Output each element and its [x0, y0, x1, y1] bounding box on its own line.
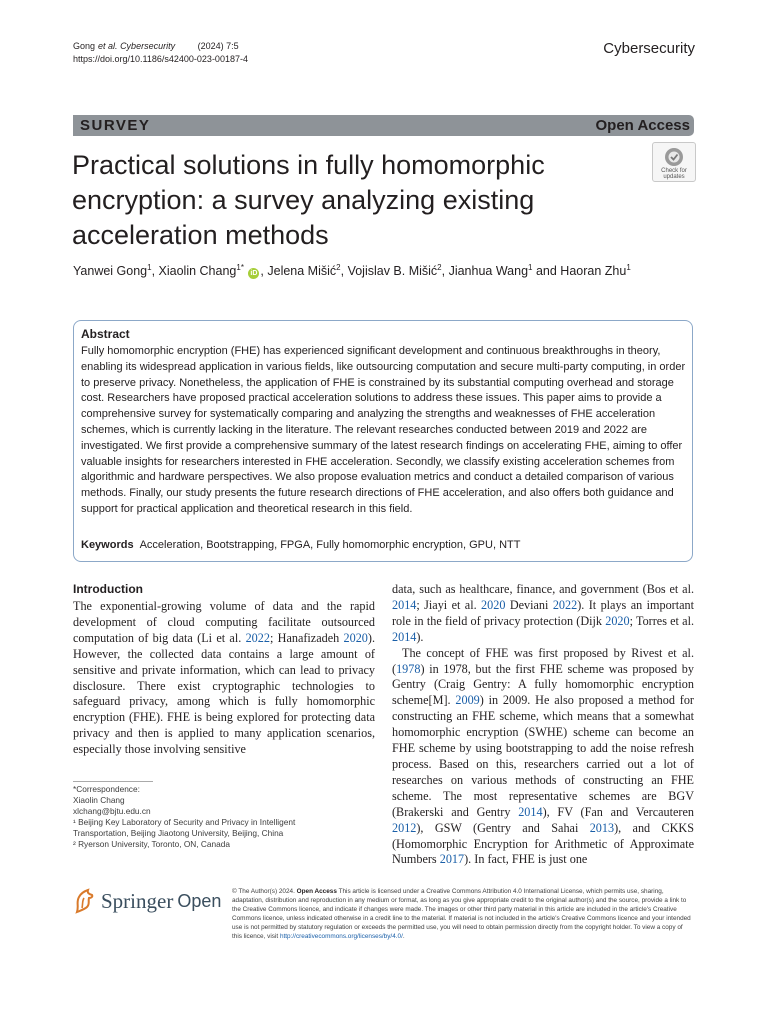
author-separator: , — [441, 264, 449, 279]
license-text — [232, 887, 694, 942]
abstract-heading: Abstract — [81, 327, 130, 341]
check-for-updates-button[interactable] — [652, 142, 696, 182]
body-text: data, such as healthcare, finance, and government (Bos et al. — [392, 582, 694, 596]
citation-link[interactable]: 2013 — [589, 820, 615, 835]
affiliation-2: ² Ryerson University, Toronto, ON, Canada — [73, 839, 230, 849]
author-affiliation: 1* — [236, 263, 244, 272]
check-updates-icon — [663, 146, 685, 168]
citation-etal: et al. — [98, 41, 118, 51]
body-text: ), GSW (Gentry and Sahai — [416, 820, 590, 835]
keywords — [81, 538, 520, 553]
publisher-suffix: Open — [177, 890, 222, 911]
citation-link[interactable]: 2014 — [392, 629, 417, 644]
publisher-name: Springer — [101, 888, 174, 913]
author-affiliation: 2 — [437, 263, 442, 272]
intro-paragraph-left — [73, 599, 375, 758]
author-name: Jelena Mišić — [267, 264, 337, 279]
keywords-label: Keywords — [81, 539, 134, 551]
intro-paragraph — [392, 646, 694, 869]
body-text: ). However, the collected data contains a large amount of sensitive and private information, which can lead to privacy disclosure. There exist cryptographic technologies to safeguard privacy, among which is fully homomorphic encryption (FHE). FHE is being explored for protecting data privacy and then is applied to many application scenarios, especially those involving sensitive — [73, 630, 375, 757]
citation-link[interactable]: 1978 — [396, 661, 421, 676]
check-updates-line1: Check for — [661, 168, 687, 174]
citation-link[interactable]: 2020 — [343, 630, 368, 645]
citation-link[interactable]: 2022 — [245, 630, 270, 645]
journal-name: Cybersecurity — [603, 40, 695, 57]
citation-journal: Cybersecurity — [120, 41, 176, 51]
body-text: ). In fact, FHE is just one — [464, 852, 588, 867]
citation-header — [73, 40, 248, 66]
citation-link[interactable]: 2017 — [439, 852, 465, 867]
citation-year: (2024) 7:5 — [197, 41, 239, 51]
correspondence-label: *Correspondence: — [73, 784, 140, 794]
article-title: Practical solutions in fully homomorphic encryption: a survey analyzing existing acceleration methods — [72, 150, 545, 250]
keywords-list: Acceleration, Bootstrapping, FPGA, Fully homomorphic encryption, GPU, NTT — [139, 539, 521, 551]
copyright: © The Author(s) 2024. — [232, 888, 295, 895]
author-affiliation: 2 — [336, 263, 341, 272]
body-text: ), and CKKS (Homomorphic Encryption for Arithmetic of Approximate Numbers — [392, 820, 695, 867]
footnote-divider — [73, 781, 153, 782]
affiliation-1-line1: ¹ Beijing Key Laboratory of Security and Privacy in Intelligent — [73, 817, 296, 827]
author-name: Yanwei Gong — [73, 264, 148, 279]
abstract-text: Fully homomorphic encryption (FHE) has experienced significant development and continuous breakthroughs in theory, enabling its widespread application in various fields, like outsourcing computation and secure multi-party computing, in order to preserve privacy. Nonetheless, the application of FHE is constrained by its substantial computing overhead and storage cost. Researchers have proposed practical acceleration solutions to address these issues. This paper aims to provide a comprehensive survey for systematically comparing and analyzing the strengths and weaknesses of FHE acceleration schemes, which is currently lacking in the literature. The relevant researches conducted between 2019 and 2022 are investigated. We first provide a comprehensive summary of the latest research findings on accelerating FHE, aiming to offer valuable insights for researchers interested in FHE acceleration. Secondly, we classify existing acceleration schemes from algorithmic and hardware perspectives. We also propose evaluation metrics and conduct a detailed comparison of various methods. Finally, our study presents the future research directions of FHE acceleration, and also offers both guidance and support for practical application and theoretical research in this field. — [81, 345, 686, 515]
body-text: ) in 1978, but the first FHE scheme was proposed by Gentry (Craig Gentry: A fully homomorphic encryption scheme[M]. — [392, 661, 694, 708]
author-list — [73, 263, 631, 279]
author-affiliation: 1 — [528, 263, 533, 272]
license-open-access: Open Access — [296, 888, 337, 895]
doi-link[interactable]: https://doi.org/10.1186/s42400-023-00187-4 — [73, 54, 248, 64]
author-affiliation: 1 — [626, 263, 631, 272]
license-url-link[interactable]: http://creativecommons.org/licenses/by/4.0/ — [279, 933, 403, 941]
author-name: Xiaolin Chang — [158, 264, 237, 279]
body-text: The concept of FHE was first proposed by Rivest et al. ( — [392, 645, 694, 676]
citation-link[interactable]: 2012 — [392, 820, 417, 835]
citation-link[interactable]: 2022 — [552, 597, 578, 612]
article-type: SURVEY — [80, 117, 151, 134]
affiliation-1-line2: Transportation, Beijing Jiaotong University, Beijing, China — [73, 828, 284, 838]
body-text: ; Jiayi et al. — [416, 597, 482, 612]
footnotes — [73, 784, 373, 850]
citation-link[interactable]: 2014 — [392, 597, 417, 612]
citation-link[interactable]: 2020 — [605, 613, 630, 628]
intro-column-right — [392, 582, 694, 868]
body-text: Deviani — [505, 597, 553, 612]
author-separator: , — [260, 264, 268, 279]
citation-link[interactable]: 2020 — [481, 597, 506, 612]
orcid-icon[interactable]: iD — [250, 270, 258, 278]
citation-link[interactable]: 2014 — [518, 804, 543, 819]
body-text: ) in 2009. He also proposed a method for constructing an FHE scheme, which means that a somewhat homomorphic encryption (SWHE) scheme can become an FHE scheme by using bootstrapping to add the noise refresh process. Based on this, researchers carried out a lot of researches on various methods of constructing an FHE scheme. The most representative schemes are BGV (Brakerski and Gentry — [392, 693, 694, 819]
correspondence-email[interactable]: xlchang@bjtu.edu.cn — [73, 806, 151, 816]
license-end: . — [402, 933, 405, 941]
springer-open-logo — [73, 888, 221, 914]
body-text: ). — [416, 629, 424, 644]
author-separator: , — [340, 264, 348, 279]
author-name: Vojislav B. Mišić — [347, 264, 438, 279]
body-text: ), FV (Fan and Vercauteren — [542, 804, 694, 819]
open-access-label: Open Access — [595, 117, 690, 134]
body-text: ; Torres et al. — [629, 613, 695, 628]
author-separator: and — [532, 264, 561, 279]
springer-horse-icon — [73, 888, 95, 914]
intro-paragraph — [392, 582, 694, 646]
license-body: This article is licensed under a Creative Commons Attribution 4.0 International License, which permits use, sharing, adaptation, distribution and reproduction in any medium or format, as long as you give appropriate credit to the original author(s) and the source, provide a link to the Creative Commons licence, and indicate if changes were made. The images or other third party material in this article are included in the article's Creative Commons licence, unless indicated otherwise in a credit line to the material. If material is not included in the article's Creative Commons licence and your intended use is not permitted by statutory regulation or exceeds the permitted use, you will need to obtain permission directly from the copyright holder. To view a copy of this licence, visit — [232, 888, 691, 941]
body-text: ; Hanafizadeh — [269, 630, 344, 645]
author-name: Haoran Zhu — [560, 264, 627, 279]
author-separator: , — [151, 264, 159, 279]
body-text: The exponential-growing volume of data and the rapid development of cloud computing facilitate outsourced computation of big data (Li et al. — [73, 599, 375, 645]
citation-link[interactable]: 2009 — [455, 693, 480, 708]
author-name: Jianhua Wang — [448, 264, 529, 279]
citation-authors: Gong — [73, 41, 96, 51]
check-updates-line2: updates — [663, 174, 685, 180]
correspondence-name: Xiaolin Chang — [73, 795, 125, 805]
body-text: ). It plays an important role in the field of privacy protection (Dijk — [392, 597, 694, 628]
author-affiliation: 1 — [147, 263, 152, 272]
section-heading-introduction: Introduction — [73, 582, 143, 596]
